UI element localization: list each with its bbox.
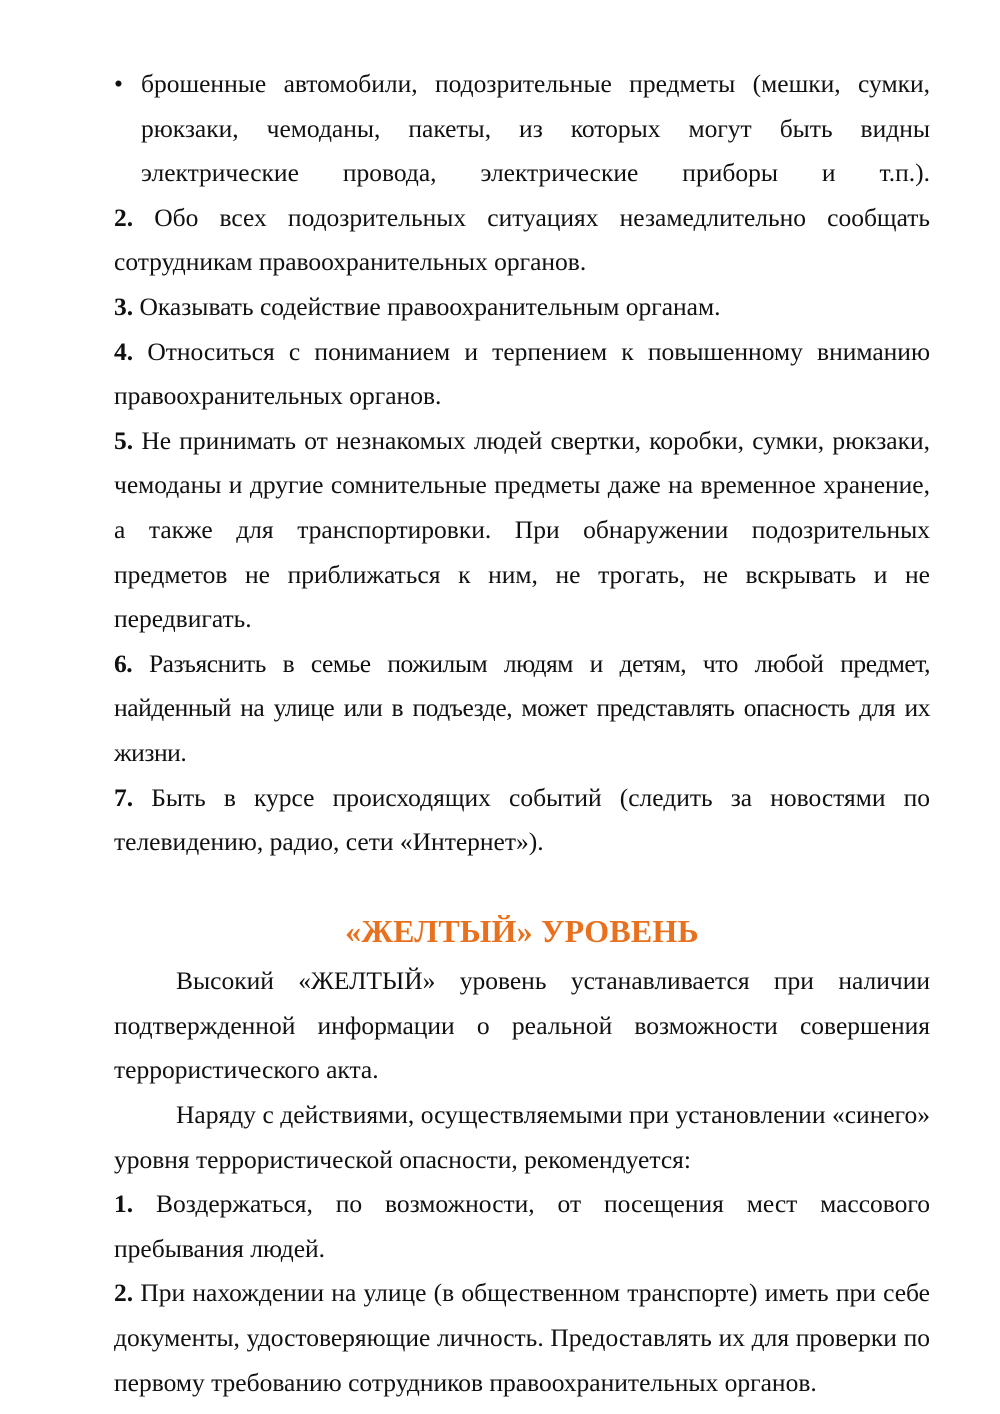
yellow-level-paragraph-1: Высокий «ЖЕЛТЫЙ» уровень устанавливается при наличии подтвержденной информации о реальной возможности совершения террористического акта. xyxy=(114,966,930,1085)
yellow-level-heading: «ЖЕЛТЫЙ» УРОВЕНЬ xyxy=(345,912,699,949)
page-content xyxy=(114,62,930,1405)
list-item-5-text: Не принимать от незнакомых людей свертки, коробки, сумки, рюкзаки, чемоданы и другие сомнительные предметы даже на временное хранение, а также для транспортировки. При обнаружении подозрительных предметов не приближаться к ним, не трогать, не вскрывать и не передвигать. xyxy=(114,425,931,634)
yellow-level-paragraph-2: Наряду с действиями, осуществляемыми при установлении «синего» уровня террористической опасности, рекомендуется: xyxy=(114,1100,930,1174)
list-item-3 xyxy=(114,285,930,330)
list-item-6 xyxy=(114,642,930,776)
yellow-list-item-1-number: 1. xyxy=(114,1189,134,1219)
list-item-4 xyxy=(114,330,930,419)
list-item-7-text: Быть в курсе происходящих событий (следить за новостями по телевидению, радио, сети «Интернет»). xyxy=(114,782,931,857)
bullet-point-icon: • xyxy=(114,69,123,98)
list-item-6-text: Разъяснить в семье пожилым людям и детям, что любой предмет, найденный на улице или в подъезде, может представлять опасность для их жизни. xyxy=(114,648,931,767)
yellow-list-item-1 xyxy=(114,1182,930,1271)
list-item-4-number: 4. xyxy=(114,336,134,366)
list-item-3-number: 3. xyxy=(114,291,134,321)
list-item-3-text: Оказывать содействие правоохранительным органам. xyxy=(139,291,721,321)
list-item-2-number: 2. xyxy=(114,202,134,232)
yellow-list-item-2-text: При нахождении на улице (в общественном транспорте) иметь при себе документы, удостоверяющие личность. Предоставлять их для проверки по первому требованию сотрудников правоохранительных органов. xyxy=(114,1278,931,1397)
list-item-2-text: Обо всех подозрительных ситуациях незамедлительно сообщать сотрудникам правоохранительных органов. xyxy=(114,202,931,277)
bullet-list-item xyxy=(114,62,930,196)
list-item-5 xyxy=(114,419,930,642)
spacer-before-heading xyxy=(114,865,930,909)
list-item-6-number: 6. xyxy=(114,648,133,678)
yellow-list-item-2 xyxy=(114,1271,930,1405)
yellow-list-item-2-number: 2. xyxy=(114,1278,134,1308)
yellow-list-item-1-text: Воздержаться, по возможности, от посещения мест массового пребывания людей. xyxy=(114,1189,931,1263)
list-item-7-number: 7. xyxy=(114,782,134,812)
bullet-item-text: брошенные автомобили, подозрительные предметы (мешки, сумки, рюкзаки, чемоданы, пакеты, из которых могут быть видны электрические провода, электрические приборы и т.п.). xyxy=(141,69,930,188)
list-item-5-number: 5. xyxy=(114,425,134,455)
list-item-7 xyxy=(114,776,930,865)
list-item-4-text: Относиться с пониманием и терпением к повышенному вниманию правоохранительных органов. xyxy=(114,336,931,411)
list-item-2 xyxy=(114,196,930,285)
